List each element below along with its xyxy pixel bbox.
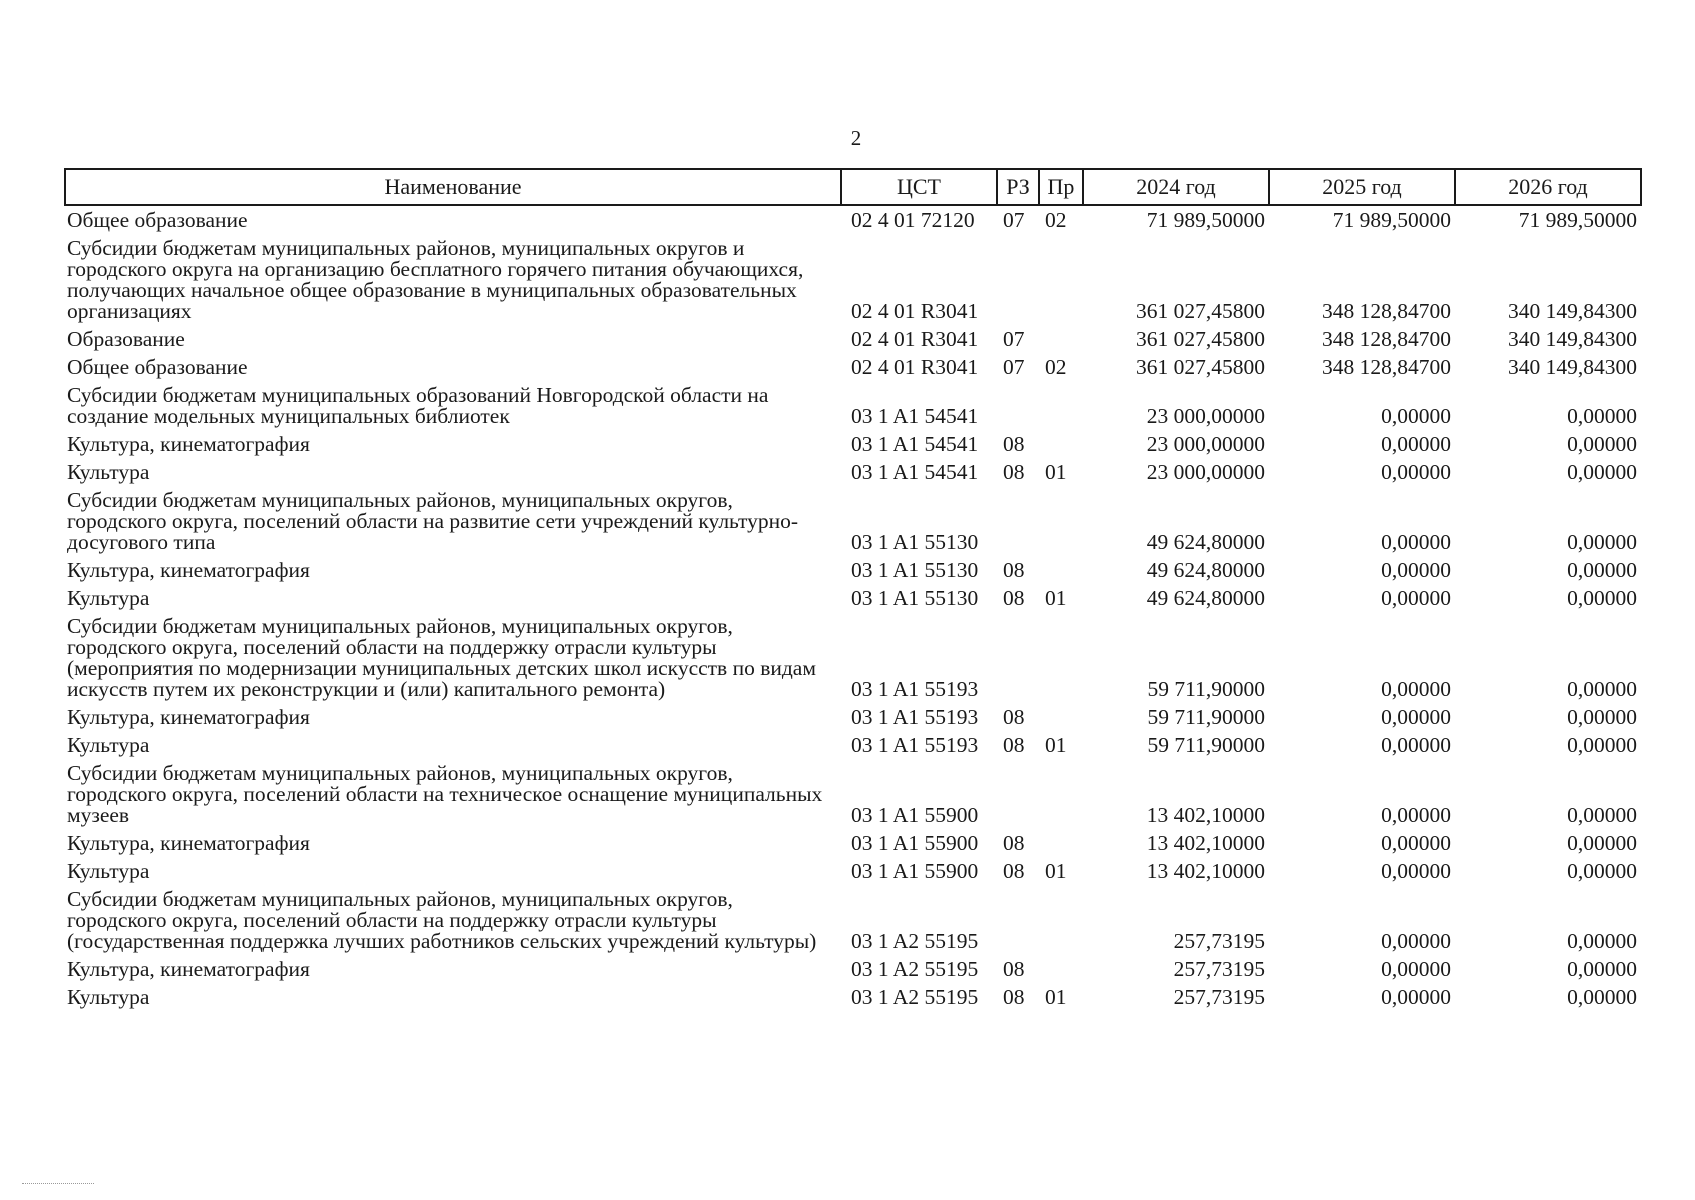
- row-pr: [1039, 703, 1083, 731]
- row-name: Культура, кинематография: [67, 831, 310, 855]
- footer-mark: [22, 1183, 94, 1186]
- table-row: [65, 458, 1641, 486]
- row-cst: 03 1 A1 55193: [851, 705, 979, 729]
- row-rz: [997, 612, 1039, 703]
- row-name: Культура, кинематография: [67, 957, 310, 981]
- row-value-2025: 348 128,84700: [1322, 355, 1451, 379]
- row-pr: [1039, 486, 1083, 556]
- row-value-2025: 348 128,84700: [1322, 327, 1451, 351]
- table-row: [65, 486, 1641, 556]
- row-value-2024: 361 027,45800: [1136, 299, 1265, 323]
- row-value-2026: 0,00000: [1567, 957, 1637, 981]
- header-pr: Пр: [1039, 169, 1083, 205]
- row-pr: [1039, 759, 1083, 829]
- row-cst: 03 1 A2 55195: [851, 957, 979, 981]
- row-value-2026: 0,00000: [1567, 859, 1637, 883]
- row-value-2025: 0,00000: [1381, 432, 1451, 456]
- table-row: [65, 857, 1641, 885]
- row-pr: 01: [1045, 460, 1067, 484]
- row-name: Общее образование: [67, 208, 248, 232]
- row-cst: 03 1 A1 55130: [851, 530, 979, 554]
- table-row: [65, 612, 1641, 703]
- row-value-2024: 59 711,90000: [1147, 677, 1265, 701]
- row-value-2026: 340 149,84300: [1508, 327, 1637, 351]
- row-name: Субсидии бюджетам муниципальных районов, муниципальных округов, городского округа, поселений области на развитие сети учреждений культурно-досугового типа: [67, 488, 799, 554]
- row-value-2025: 0,00000: [1381, 859, 1451, 883]
- row-name: Субсидии бюджетам муниципальных районов, муниципальных округов и городского округа на организацию бесплатного горячего питания обучающихся, получающих начальное общее образование в муниципальных образовательных организациях: [67, 236, 804, 323]
- table-body: [65, 205, 1641, 1011]
- row-name: Культура, кинематография: [67, 558, 310, 582]
- row-value-2024: 257,73195: [1173, 957, 1265, 981]
- row-pr: 02: [1045, 208, 1067, 232]
- table-row: [65, 381, 1641, 430]
- row-value-2026: 0,00000: [1567, 404, 1637, 428]
- row-value-2024: 257,73195: [1173, 985, 1265, 1009]
- table-row: [65, 234, 1641, 325]
- row-value-2024: 49 624,80000: [1146, 586, 1265, 610]
- row-pr: 01: [1045, 859, 1067, 883]
- header-2025: 2025 год: [1269, 169, 1455, 205]
- table-row: [65, 731, 1641, 759]
- row-pr: [1039, 829, 1083, 857]
- row-cst: 03 1 A2 55195: [851, 985, 979, 1009]
- row-value-2024: 361 027,45800: [1136, 327, 1265, 351]
- row-pr: [1039, 556, 1083, 584]
- row-pr: [1039, 430, 1083, 458]
- header-2026: 2026 год: [1455, 169, 1641, 205]
- row-name: Субсидии бюджетам муниципальных образований Новгородской области на создание модельных муниципальных библиотек: [67, 383, 769, 428]
- row-value-2026: 0,00000: [1567, 432, 1637, 456]
- row-value-2024: 71 989,50000: [1146, 208, 1265, 232]
- table-row: [65, 703, 1641, 731]
- row-value-2025: 0,00000: [1381, 404, 1451, 428]
- row-value-2024: 23 000,00000: [1146, 460, 1265, 484]
- row-value-2024: 13 402,10000: [1146, 859, 1265, 883]
- table-row: [65, 430, 1641, 458]
- row-rz: [997, 486, 1039, 556]
- row-rz: 08: [1003, 733, 1025, 757]
- row-cst: 03 1 A1 54541: [851, 404, 979, 428]
- row-name: Культура: [67, 733, 150, 757]
- row-name: Культура: [67, 460, 150, 484]
- row-cst: 03 1 A1 55130: [851, 586, 979, 610]
- row-value-2025: 348 128,84700: [1322, 299, 1451, 323]
- row-value-2025: 0,00000: [1381, 957, 1451, 981]
- row-name: Субсидии бюджетам муниципальных районов, муниципальных округов, городского округа, поселений области на поддержку отрасли культуры (государственная поддержка лучших работников сельских учреждений культуры): [67, 887, 817, 953]
- row-pr: [1039, 955, 1083, 983]
- row-value-2026: 71 989,50000: [1518, 208, 1637, 232]
- row-value-2026: 0,00000: [1567, 803, 1637, 827]
- row-cst: 03 1 A2 55195: [851, 929, 979, 953]
- row-value-2026: 0,00000: [1567, 705, 1637, 729]
- row-cst: 03 1 A1 55900: [851, 859, 979, 883]
- row-rz: [997, 759, 1039, 829]
- row-cst: 03 1 A1 55193: [851, 677, 979, 701]
- row-value-2025: 0,00000: [1381, 929, 1451, 953]
- table-row: [65, 955, 1641, 983]
- row-name: Субсидии бюджетам муниципальных районов, муниципальных округов, городского округа, поселений области на поддержку отрасли культуры (мероприятия по модернизации муниципальных детских школ искусств по видам искусств путем их реконструкции и (или) капитального ремонта): [67, 614, 816, 701]
- row-value-2024: 23 000,00000: [1146, 432, 1265, 456]
- budget-table: [64, 168, 1642, 1011]
- table-row: [65, 325, 1641, 353]
- row-value-2024: 23 000,00000: [1146, 404, 1265, 428]
- row-cst: 03 1 A1 55900: [851, 831, 979, 855]
- row-value-2026: 0,00000: [1567, 460, 1637, 484]
- row-pr: 01: [1045, 733, 1067, 757]
- row-cst: 02 4 01 R3041: [851, 299, 979, 323]
- row-value-2026: 0,00000: [1567, 929, 1637, 953]
- table-row: [65, 885, 1641, 955]
- row-value-2026: 0,00000: [1567, 558, 1637, 582]
- row-cst: 02 4 01 R3041: [851, 355, 979, 379]
- row-cst: 03 1 A1 54541: [851, 432, 979, 456]
- row-value-2025: 0,00000: [1381, 733, 1451, 757]
- table-row: [65, 829, 1641, 857]
- row-rz: 08: [1003, 957, 1025, 981]
- row-pr: 01: [1045, 586, 1067, 610]
- row-value-2026: 0,00000: [1567, 586, 1637, 610]
- row-value-2024: 13 402,10000: [1146, 831, 1265, 855]
- row-rz: 07: [1003, 208, 1025, 232]
- row-value-2024: 49 624,80000: [1146, 558, 1265, 582]
- table-row: [65, 353, 1641, 381]
- row-value-2025: 0,00000: [1381, 586, 1451, 610]
- header-cst: ЦСТ: [841, 169, 997, 205]
- row-value-2026: 340 149,84300: [1508, 299, 1637, 323]
- row-name: Культура, кинематография: [67, 432, 310, 456]
- row-cst: 03 1 A1 55130: [851, 558, 979, 582]
- row-rz: [997, 885, 1039, 955]
- row-name: Культура: [67, 985, 150, 1009]
- row-value-2025: 0,00000: [1381, 677, 1451, 701]
- row-rz: 08: [1003, 432, 1025, 456]
- header-2024: 2024 год: [1083, 169, 1269, 205]
- row-pr: [1039, 234, 1083, 325]
- row-rz: 08: [1003, 460, 1025, 484]
- row-cst: 02 4 01 72120: [851, 208, 975, 232]
- row-rz: 07: [1003, 355, 1025, 379]
- row-value-2025: 71 989,50000: [1332, 208, 1451, 232]
- row-value-2024: 49 624,80000: [1146, 530, 1265, 554]
- row-rz: 08: [1003, 831, 1025, 855]
- row-value-2026: 0,00000: [1567, 831, 1637, 855]
- table-row: [65, 205, 1641, 234]
- row-rz: 08: [1003, 558, 1025, 582]
- row-value-2024: 13 402,10000: [1146, 803, 1265, 827]
- row-cst: 03 1 A1 55900: [851, 803, 979, 827]
- row-value-2024: 361 027,45800: [1136, 355, 1265, 379]
- row-pr: 02: [1045, 355, 1067, 379]
- row-name: Общее образование: [67, 355, 248, 379]
- row-value-2026: 340 149,84300: [1508, 355, 1637, 379]
- row-rz: 08: [1003, 859, 1025, 883]
- row-value-2025: 0,00000: [1381, 831, 1451, 855]
- row-rz: 08: [1003, 985, 1025, 1009]
- row-value-2025: 0,00000: [1381, 530, 1451, 554]
- row-pr: [1039, 612, 1083, 703]
- row-value-2024: 257,73195: [1173, 929, 1265, 953]
- row-value-2025: 0,00000: [1381, 985, 1451, 1009]
- row-name: Культура: [67, 586, 150, 610]
- row-value-2026: 0,00000: [1567, 733, 1637, 757]
- row-value-2025: 0,00000: [1381, 803, 1451, 827]
- row-value-2026: 0,00000: [1567, 530, 1637, 554]
- row-rz: [997, 234, 1039, 325]
- table-row: [65, 584, 1641, 612]
- row-value-2026: 0,00000: [1567, 677, 1637, 701]
- row-cst: 03 1 A1 55193: [851, 733, 979, 757]
- row-name: Субсидии бюджетам муниципальных районов, муниципальных округов, городского округа, поселений области на техническое оснащение муниципальных музеев: [67, 761, 823, 827]
- row-value-2025: 0,00000: [1381, 705, 1451, 729]
- row-pr: [1039, 885, 1083, 955]
- row-value-2025: 0,00000: [1381, 460, 1451, 484]
- row-name: Культура: [67, 859, 150, 883]
- header-rz: РЗ: [997, 169, 1039, 205]
- row-rz: 07: [1003, 327, 1025, 351]
- row-pr: 01: [1045, 985, 1067, 1009]
- row-cst: 03 1 A1 54541: [851, 460, 979, 484]
- row-rz: 08: [1003, 705, 1025, 729]
- page-number: 2: [850, 126, 862, 150]
- row-name: Образование: [67, 327, 185, 351]
- row-value-2026: 0,00000: [1567, 985, 1637, 1009]
- header-name: Наименование: [65, 169, 841, 205]
- table-row: [65, 556, 1641, 584]
- row-cst: 02 4 01 R3041: [851, 327, 979, 351]
- row-value-2024: 59 711,90000: [1147, 705, 1265, 729]
- row-rz: 08: [1003, 586, 1025, 610]
- row-pr: [1039, 325, 1083, 353]
- table-header: [65, 169, 1641, 205]
- row-name: Культура, кинематография: [67, 705, 310, 729]
- table-row: [65, 983, 1641, 1011]
- row-pr: [1039, 381, 1083, 430]
- row-value-2025: 0,00000: [1381, 558, 1451, 582]
- table-row: [65, 759, 1641, 829]
- row-rz: [997, 381, 1039, 430]
- row-value-2024: 59 711,90000: [1147, 733, 1265, 757]
